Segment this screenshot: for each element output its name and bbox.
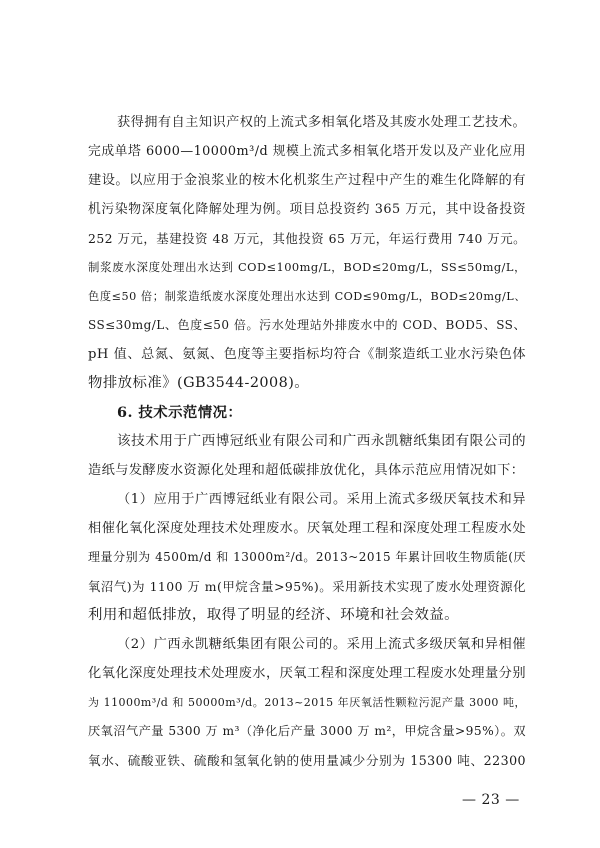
- text-line: 该技术用于广西博冠纸业有限公司和广西永凯糖纸集团有限公司的: [117, 433, 526, 449]
- page-number: — 23 —: [462, 792, 520, 808]
- text-line: 物排放标准》(GB3544-2008)。: [88, 375, 310, 391]
- text-line: 厌氧沼气产量 5300 万 m³（净化后产量 3000 万 m²，甲烷含量>95%）。双: [88, 724, 526, 738]
- paragraph-case-2: [88, 630, 526, 775]
- body-text: [88, 108, 526, 775]
- heading-text: 6. 技术示范情况：: [117, 404, 243, 421]
- text-line: 化氧化深度处理技术处理废水，厌氧工程和深度处理工程废水处理量分别: [88, 666, 526, 681]
- paragraph-tower-technology: [88, 108, 526, 398]
- text-line: 机污染物深度氧化降解处理为例。项目总投资约 365 万元，其中设备投资: [88, 202, 526, 217]
- paragraph-case-1: [88, 485, 526, 630]
- text-line: 相催化氧化深度处理技术处理废水。厌氧处理工程和深度处理工程废水处: [88, 521, 526, 536]
- text-line: 色度≤50 倍；制浆造纸废水深度处理出水达到 COD≤90mg/L，BOD≤20mg/L、: [88, 290, 526, 303]
- text-line: 氧沼气)为 1100 万 m(甲烷含量>95%)。采用新技术实现了废水处理资源化: [88, 579, 526, 594]
- text-line: 252 万元，基建投资 48 万元，其他投资 65 万元，年运行费用 740 万元。: [88, 231, 526, 246]
- paragraph-demo-intro: [88, 427, 526, 485]
- text-line: pH 值、总氮、氨氮、色度等主要指标均符合《制浆造纸工业水污染色体: [88, 347, 526, 362]
- text-line: 利用和超低排放，取得了明显的经济、环境和社会效益。: [88, 607, 460, 623]
- text-line: （1）应用于广西博冠纸业有限公司。采用上流式多级厌氧技术和异: [117, 492, 526, 507]
- text-line: 氧水、硫酸亚铁、硫酸和氢氧化钠的使用量减少分别为 15300 吨、22300: [88, 753, 526, 768]
- text-line: 为 11000m³/d 和 50000m³/d。2013~2015 年厌氧活性颗粒污泥产量 3000 吨，: [88, 696, 526, 709]
- text-line: （2）广西永凯糖纸集团有限公司的。采用上流式多级厌氧和异相催: [117, 637, 526, 652]
- section-heading: [88, 398, 526, 427]
- text-line: SS≤30mg/L、色度≤50 倍。污水处理站外排废水中的 COD、BOD5、SS、: [88, 318, 526, 332]
- text-line: 造纸与发酵废水资源化处理和超低碳排放优化，具体示范应用情况如下：: [88, 463, 525, 478]
- text-line: 获得拥有自主知识产权的上流式多相氧化塔及其废水处理工艺技术。: [117, 115, 527, 130]
- text-line: 建设。以应用于金浪浆业的桉木化机浆生产过程中产生的难生化降解的有: [88, 173, 526, 188]
- text-line: 完成单塔 6000—10000m³/d 规模上流式多相氧化塔开发以及产业化应用: [88, 144, 526, 159]
- text-line: 制浆废水深度处理出水达到 COD≤100mg/L，BOD≤20mg/L，SS≤50mg/L，: [88, 260, 526, 274]
- text-line: 理量分别为 4500m/d 和 13000m²/d。2013~2015 年累计回收生物质能(厌: [88, 550, 526, 564]
